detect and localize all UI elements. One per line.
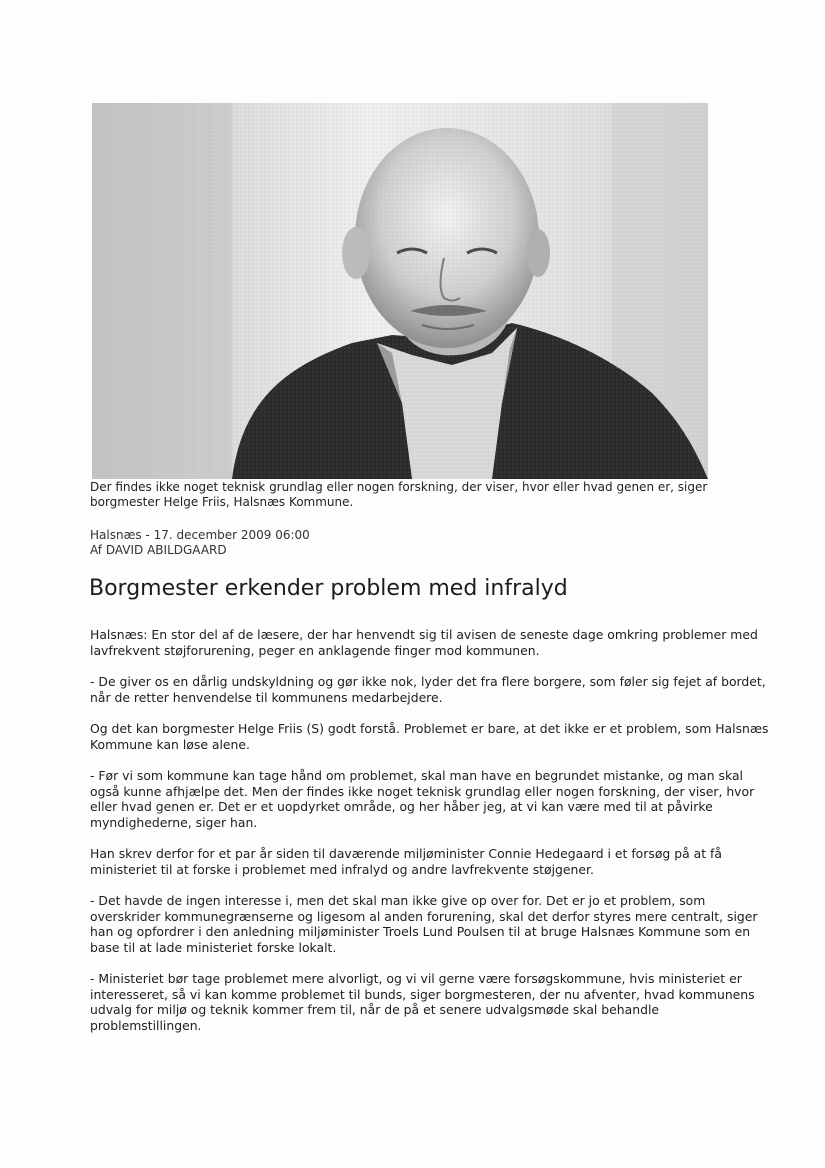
paragraph: - Det havde de ingen interesse i, men det skal man ikke give op over for. Det er jo et problem, som overskrider kommunegrænserne og ligesom al anden forurening, skal det derfor styres mere centralt, siger han og opfordrer i den anledning miljøminister Troels Lund Poulsen til at bruge Halsnæs Kommune som en base til at lade ministeriet forske lokalt. bbox=[90, 893, 758, 955]
byline: Af DAVID ABILDGAARD bbox=[90, 543, 227, 557]
photo-caption: Der findes ikke noget teknisk grundlag eller nogen forskning, der viser, hvor eller hvad genen er, siger borgmester Helge Friis, Halsnæs Kommune. bbox=[90, 480, 708, 509]
paragraph: Han skrev derfor for et par år siden til daværende miljøminister Connie Hedegaard i et forsøg på at få ministeriet til at forske i problemet med infralyd og andre lavfrekvente støjgener. bbox=[90, 846, 722, 877]
paragraph: - De giver os en dårlig undskyldning og gør ikke nok, lyder det fra flere borgere, som føler sig fejet af bordet, når de retter henvendelse til kommunens medarbejdere. bbox=[90, 674, 766, 705]
portrait-photo bbox=[92, 103, 708, 479]
paragraph: - Før vi som kommune kan tage hånd om problemet, skal man have en begrundet mistanke, og man skal også kunne afhjælpe det. Men der findes ikke noget teknisk grundlag eller nogen forskning, der viser, hvor eller hvad genen er. Det er et uopdyrket område, og her håber jeg, at vi kan være med til at påvirke myndighederne, siger han. bbox=[90, 768, 755, 830]
article-meta bbox=[90, 528, 690, 558]
paragraph: Halsnæs: En stor del af de læsere, der har henvendt sig til avisen de seneste dage omkring problemer med lavfrekvent støjforurening, peger en anklagende finger mod kommunen. bbox=[90, 627, 758, 658]
article-body bbox=[90, 627, 770, 1049]
dateline: Halsnæs - 17. december 2009 06:00 bbox=[90, 528, 310, 542]
paragraph: - Ministeriet bør tage problemet mere alvorligt, og vi vil gerne være forsøgskommune, hvis ministeriet er interesseret, så vi kan komme problemet til bunds, siger borgmesteren, der nu afventer, hvad kommunens udvalg for miljø og teknik kommer frem til, når de på et senere udvalgsmøde skal behandle problemstillingen. bbox=[90, 971, 755, 1033]
paragraph: Og det kan borgmester Helge Friis (S) godt forstå. Problemet er bare, at det ikke er et problem, som Halsnæs Kommune kan løse alene. bbox=[90, 721, 769, 752]
headline: Borgmester erkender problem med infralyd bbox=[89, 576, 568, 601]
